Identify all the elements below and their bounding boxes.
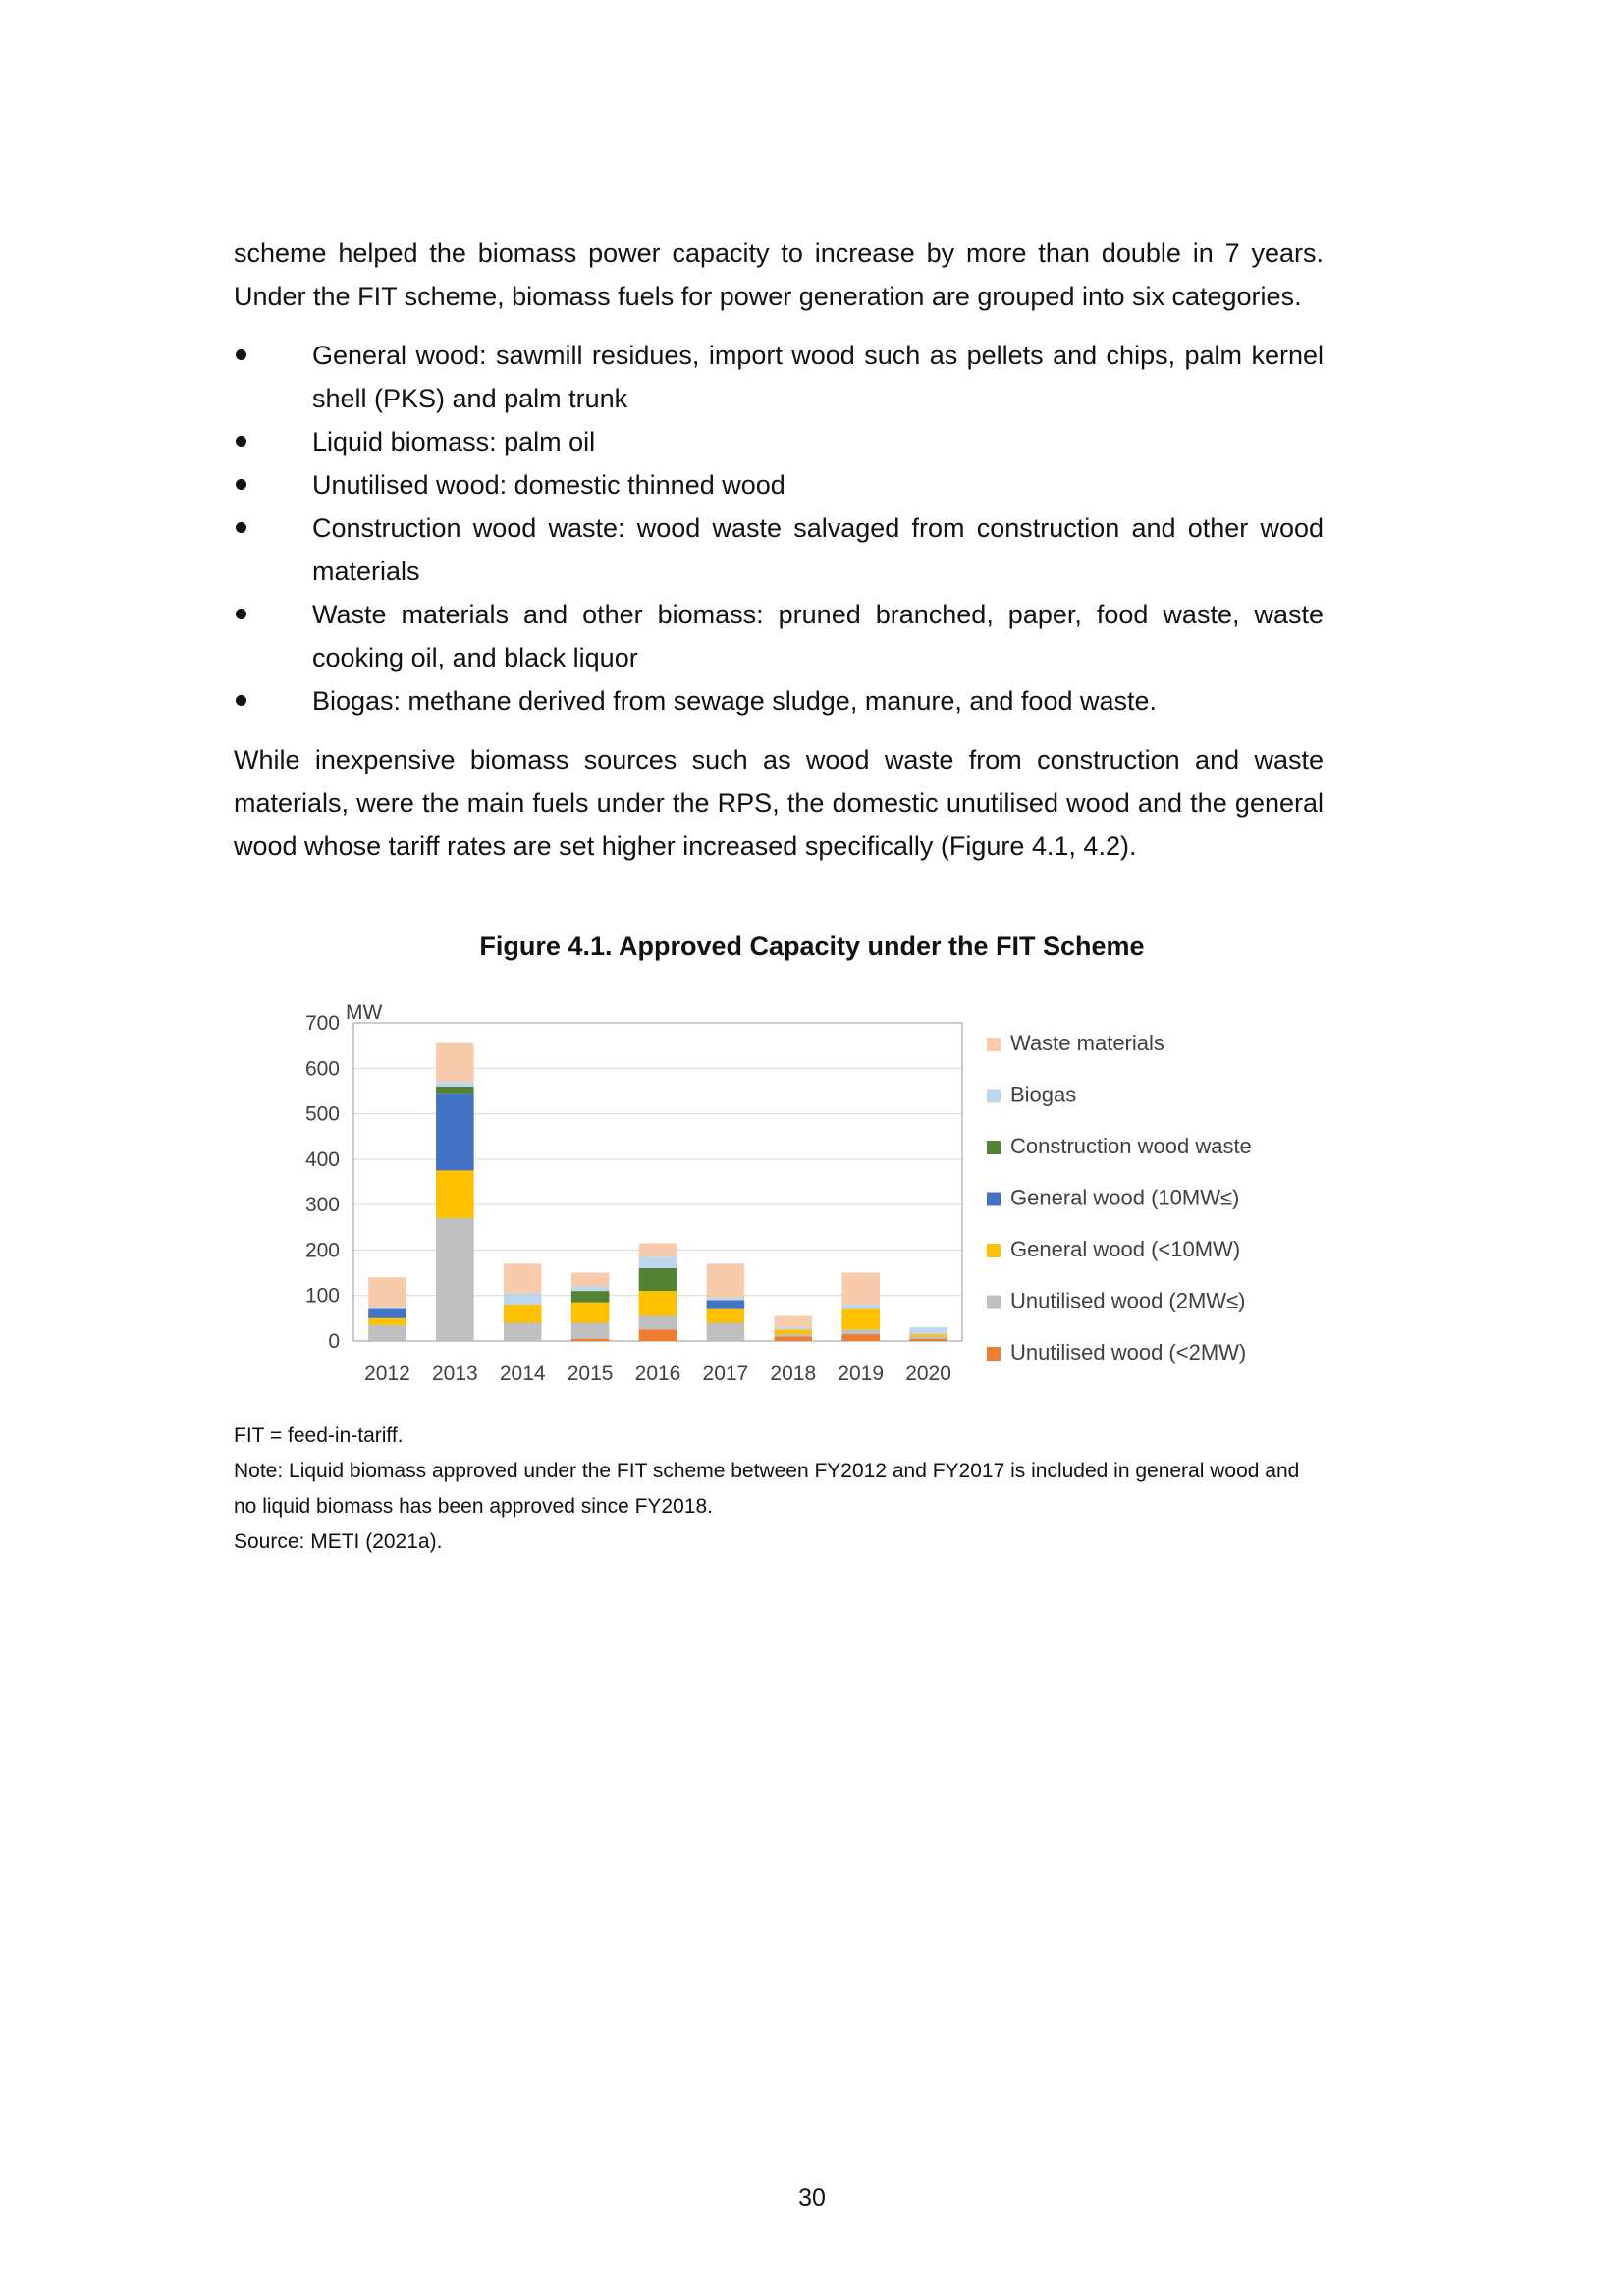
- bar-segment: [571, 1273, 610, 1287]
- bar-segment: [707, 1300, 745, 1308]
- legend-swatch: [987, 1141, 1001, 1154]
- x-tick-label: 2013: [431, 1362, 478, 1385]
- bar-segment: [368, 1307, 406, 1308]
- legend-swatch: [987, 1244, 1001, 1257]
- list-item: [234, 420, 1324, 463]
- legend-label: General wood (10MW≤): [1010, 1185, 1240, 1210]
- bar-segment: [774, 1316, 812, 1328]
- legend-label: Waste materials: [1010, 1031, 1164, 1055]
- bar-segment: [571, 1339, 610, 1341]
- bar-segment: [774, 1327, 812, 1329]
- bar-segment: [504, 1263, 542, 1293]
- list-item-text: Liquid biomass: palm oil: [312, 427, 596, 456]
- legend-label: Unutilised wood (2MW≤): [1010, 1288, 1246, 1313]
- list-item: [234, 593, 1324, 679]
- legend-label: General wood (<10MW): [1010, 1237, 1241, 1261]
- bar-segment: [707, 1298, 745, 1300]
- bar-segment: [504, 1322, 542, 1341]
- list-item: [234, 507, 1324, 593]
- bar-segment: [774, 1329, 812, 1334]
- bar-segment: [571, 1303, 610, 1323]
- bullet-icon: [236, 436, 246, 447]
- y-tick-label: 400: [304, 1148, 340, 1171]
- page-number: 30: [798, 2184, 826, 2212]
- y-tick-label: 700: [304, 1012, 340, 1035]
- list-item-text: General wood: sawmill residues, import wood such as pellets and chips, palm kernel shell (PKS) and palm trunk: [312, 341, 1324, 413]
- bar-segment: [436, 1218, 474, 1341]
- list-item-text: Waste materials and other biomass: pruned branched, paper, food waste, waste cooking oil, and black liquor: [312, 600, 1324, 672]
- bar-segment: [774, 1336, 812, 1341]
- bullet-icon: [236, 609, 246, 619]
- abbreviation-note: FIT = feed-in-tariff.: [234, 1424, 404, 1447]
- bar-segment: [841, 1309, 880, 1330]
- body-paragraph: While inexpensive biomass sources such as wood waste from construction and waste materials, were the main fuels under the RPS, the domestic unutilised wood and the general wood whose tariff rates are set higher increased specifically (Figure 4.1, 4.2).: [234, 745, 1324, 861]
- bar-segment: [436, 1087, 474, 1094]
- list-item: [234, 679, 1324, 722]
- x-tick-label: 2017: [702, 1362, 749, 1385]
- y-tick-label: 500: [304, 1102, 340, 1126]
- bar-segment: [909, 1334, 947, 1336]
- y-tick-label: 200: [304, 1239, 340, 1262]
- liquid-biomass-note: Note: Liquid biomass approved under the FIT scheme between FY2012 and FY2017 is included in general wood and no liquid biomass has been approved since FY2018.: [234, 1460, 1300, 1518]
- bar-segment: [707, 1309, 745, 1323]
- source-note: Source: METI (2021a).: [234, 1530, 443, 1553]
- legend-swatch: [987, 1193, 1001, 1206]
- bar-segment: [571, 1286, 610, 1291]
- bar-segment: [841, 1305, 880, 1309]
- x-tick-label: 2012: [364, 1362, 410, 1385]
- bullet-icon: [236, 479, 246, 490]
- list-item: [234, 334, 1324, 420]
- bullet-icon: [236, 349, 246, 360]
- bar-segment: [436, 1043, 474, 1082]
- figure-title: Figure 4.1. Approved Capacity under the FIT Scheme: [479, 932, 1145, 961]
- legend-label: Biogas: [1010, 1082, 1077, 1107]
- bar-segment: [639, 1316, 677, 1330]
- legend-swatch: [987, 1296, 1001, 1309]
- y-tick-label: 100: [304, 1284, 340, 1308]
- bar-segment: [909, 1327, 947, 1334]
- y-tick-label: 600: [304, 1057, 340, 1081]
- bar-segment: [707, 1322, 745, 1341]
- bar-segment: [368, 1325, 406, 1341]
- figure-notes: [234, 1418, 1324, 1560]
- list-item-text: Unutilised wood: domestic thinned wood: [312, 470, 785, 500]
- list-item: [234, 463, 1324, 507]
- bar-segment: [841, 1334, 880, 1341]
- bar-segment: [571, 1291, 610, 1303]
- y-axis-unit-label: MW: [346, 1001, 383, 1024]
- bar-segment: [436, 1094, 474, 1171]
- legend-swatch: [987, 1090, 1001, 1103]
- bar-segment: [639, 1329, 677, 1341]
- bar-segment: [639, 1268, 677, 1291]
- bar-segment: [841, 1329, 880, 1334]
- y-tick-label: 0: [328, 1330, 340, 1353]
- list-item-text: Biogas: methane derived from sewage sludge, manure, and food waste.: [312, 686, 1158, 716]
- x-tick-label: 2014: [499, 1362, 546, 1385]
- x-tick-label: 2016: [634, 1362, 681, 1385]
- bar-segment: [909, 1336, 947, 1338]
- legend-label: Construction wood waste: [1010, 1134, 1252, 1158]
- intro-paragraph: scheme helped the biomass power capacity to increase by more than double in 7 years. Under the FIT scheme, biomass fuels for power generation are grouped into six categories.: [234, 239, 1324, 311]
- stacked-bar-chart: [275, 991, 1316, 1404]
- bar-segment: [639, 1243, 677, 1256]
- bar-segment: [504, 1305, 542, 1323]
- legend-swatch: [987, 1347, 1001, 1361]
- bar-segment: [571, 1322, 610, 1338]
- legend-swatch: [987, 1038, 1001, 1051]
- legend-label: Unutilised wood (<2MW): [1010, 1340, 1247, 1364]
- list-item-text: Construction wood waste: wood waste salvaged from construction and other wood materials: [312, 513, 1324, 586]
- bar-segment: [368, 1309, 406, 1318]
- bar-segment: [639, 1291, 677, 1315]
- bar-segment: [909, 1339, 947, 1341]
- y-tick-label: 300: [304, 1194, 340, 1217]
- bar-segment: [639, 1256, 677, 1268]
- fuel-category-list: [234, 334, 1324, 722]
- bar-segment: [436, 1082, 474, 1087]
- bar-segment: [436, 1170, 474, 1218]
- bar-segment: [774, 1334, 812, 1336]
- bullet-icon: [236, 522, 246, 533]
- bar-segment: [707, 1263, 745, 1298]
- bar-segment: [368, 1318, 406, 1325]
- bullet-icon: [236, 695, 246, 706]
- x-tick-label: 2018: [770, 1362, 817, 1385]
- x-tick-label: 2020: [905, 1362, 951, 1385]
- bar-segment: [504, 1293, 542, 1305]
- x-tick-label: 2019: [838, 1362, 885, 1385]
- bar-segment: [841, 1273, 880, 1305]
- x-tick-label: 2015: [567, 1362, 614, 1385]
- bar-segment: [368, 1277, 406, 1307]
